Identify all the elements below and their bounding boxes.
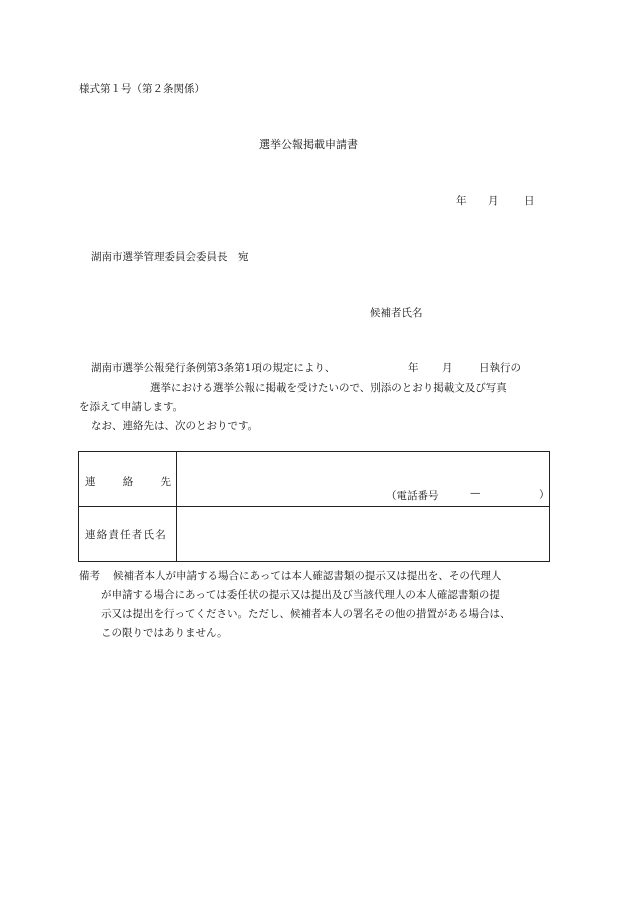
date-day-label: 日 [524,195,535,207]
form-number: 様式第１号（第２条関係） [79,83,205,95]
date-month-label: 月 [488,195,499,207]
responsible-person-label: 連絡責任者氏名 [85,529,167,541]
contact-label-char: 先 [160,476,171,488]
note-line-1: 候補者本人が申請する場合にあっては本人確認書類の提示又は提出を、その代理人 [113,570,502,582]
note-line-4: この限りではありません。 [101,627,228,639]
phone-number-dash: — [470,487,481,499]
responsible-person-row [79,507,549,561]
body-line-4: なお、連絡先は、次のとおりです。 [91,420,259,432]
body-election-year-label: 年 [408,362,419,374]
candidate-name-label: 候補者氏名 [370,307,423,319]
contact-label-char: 連 [85,476,96,488]
contact-row [79,452,549,507]
note-line-3: 示又は提出を行ってください。ただし、候補者本人の署名その他の措置がある場合は、 [101,608,511,620]
body-line-1: 湖南市選挙公報発行条例第3条第1項の規定により、 [91,362,336,374]
contact-label-char: 絡 [122,476,134,488]
addressee: 湖南市選挙管理委員会委員長 宛 [91,251,249,263]
contact-label [85,474,171,489]
phone-number-close: ） [539,489,550,501]
contact-table [78,451,550,562]
note-line-2: が申請する場合にあっては委任状の提示又は提出及び当該代理人の本人確認書類の提 [101,589,500,601]
notes-heading: 備考 [79,570,100,582]
phone-number-label: （電話番号 [386,490,439,502]
document-title: 選挙公報掲載申請書 [259,138,358,151]
date-year-label: 年 [456,195,467,207]
body-election-day-label: 日執行の [479,362,521,374]
body-election-month-label: 月 [442,362,453,374]
body-line-2: 選挙における選挙公報に掲載を受けたいので、別添のとおり掲載文及び写真 [150,382,507,394]
body-line-3: を添えて申請します。 [79,401,184,413]
table-divider [176,452,177,561]
